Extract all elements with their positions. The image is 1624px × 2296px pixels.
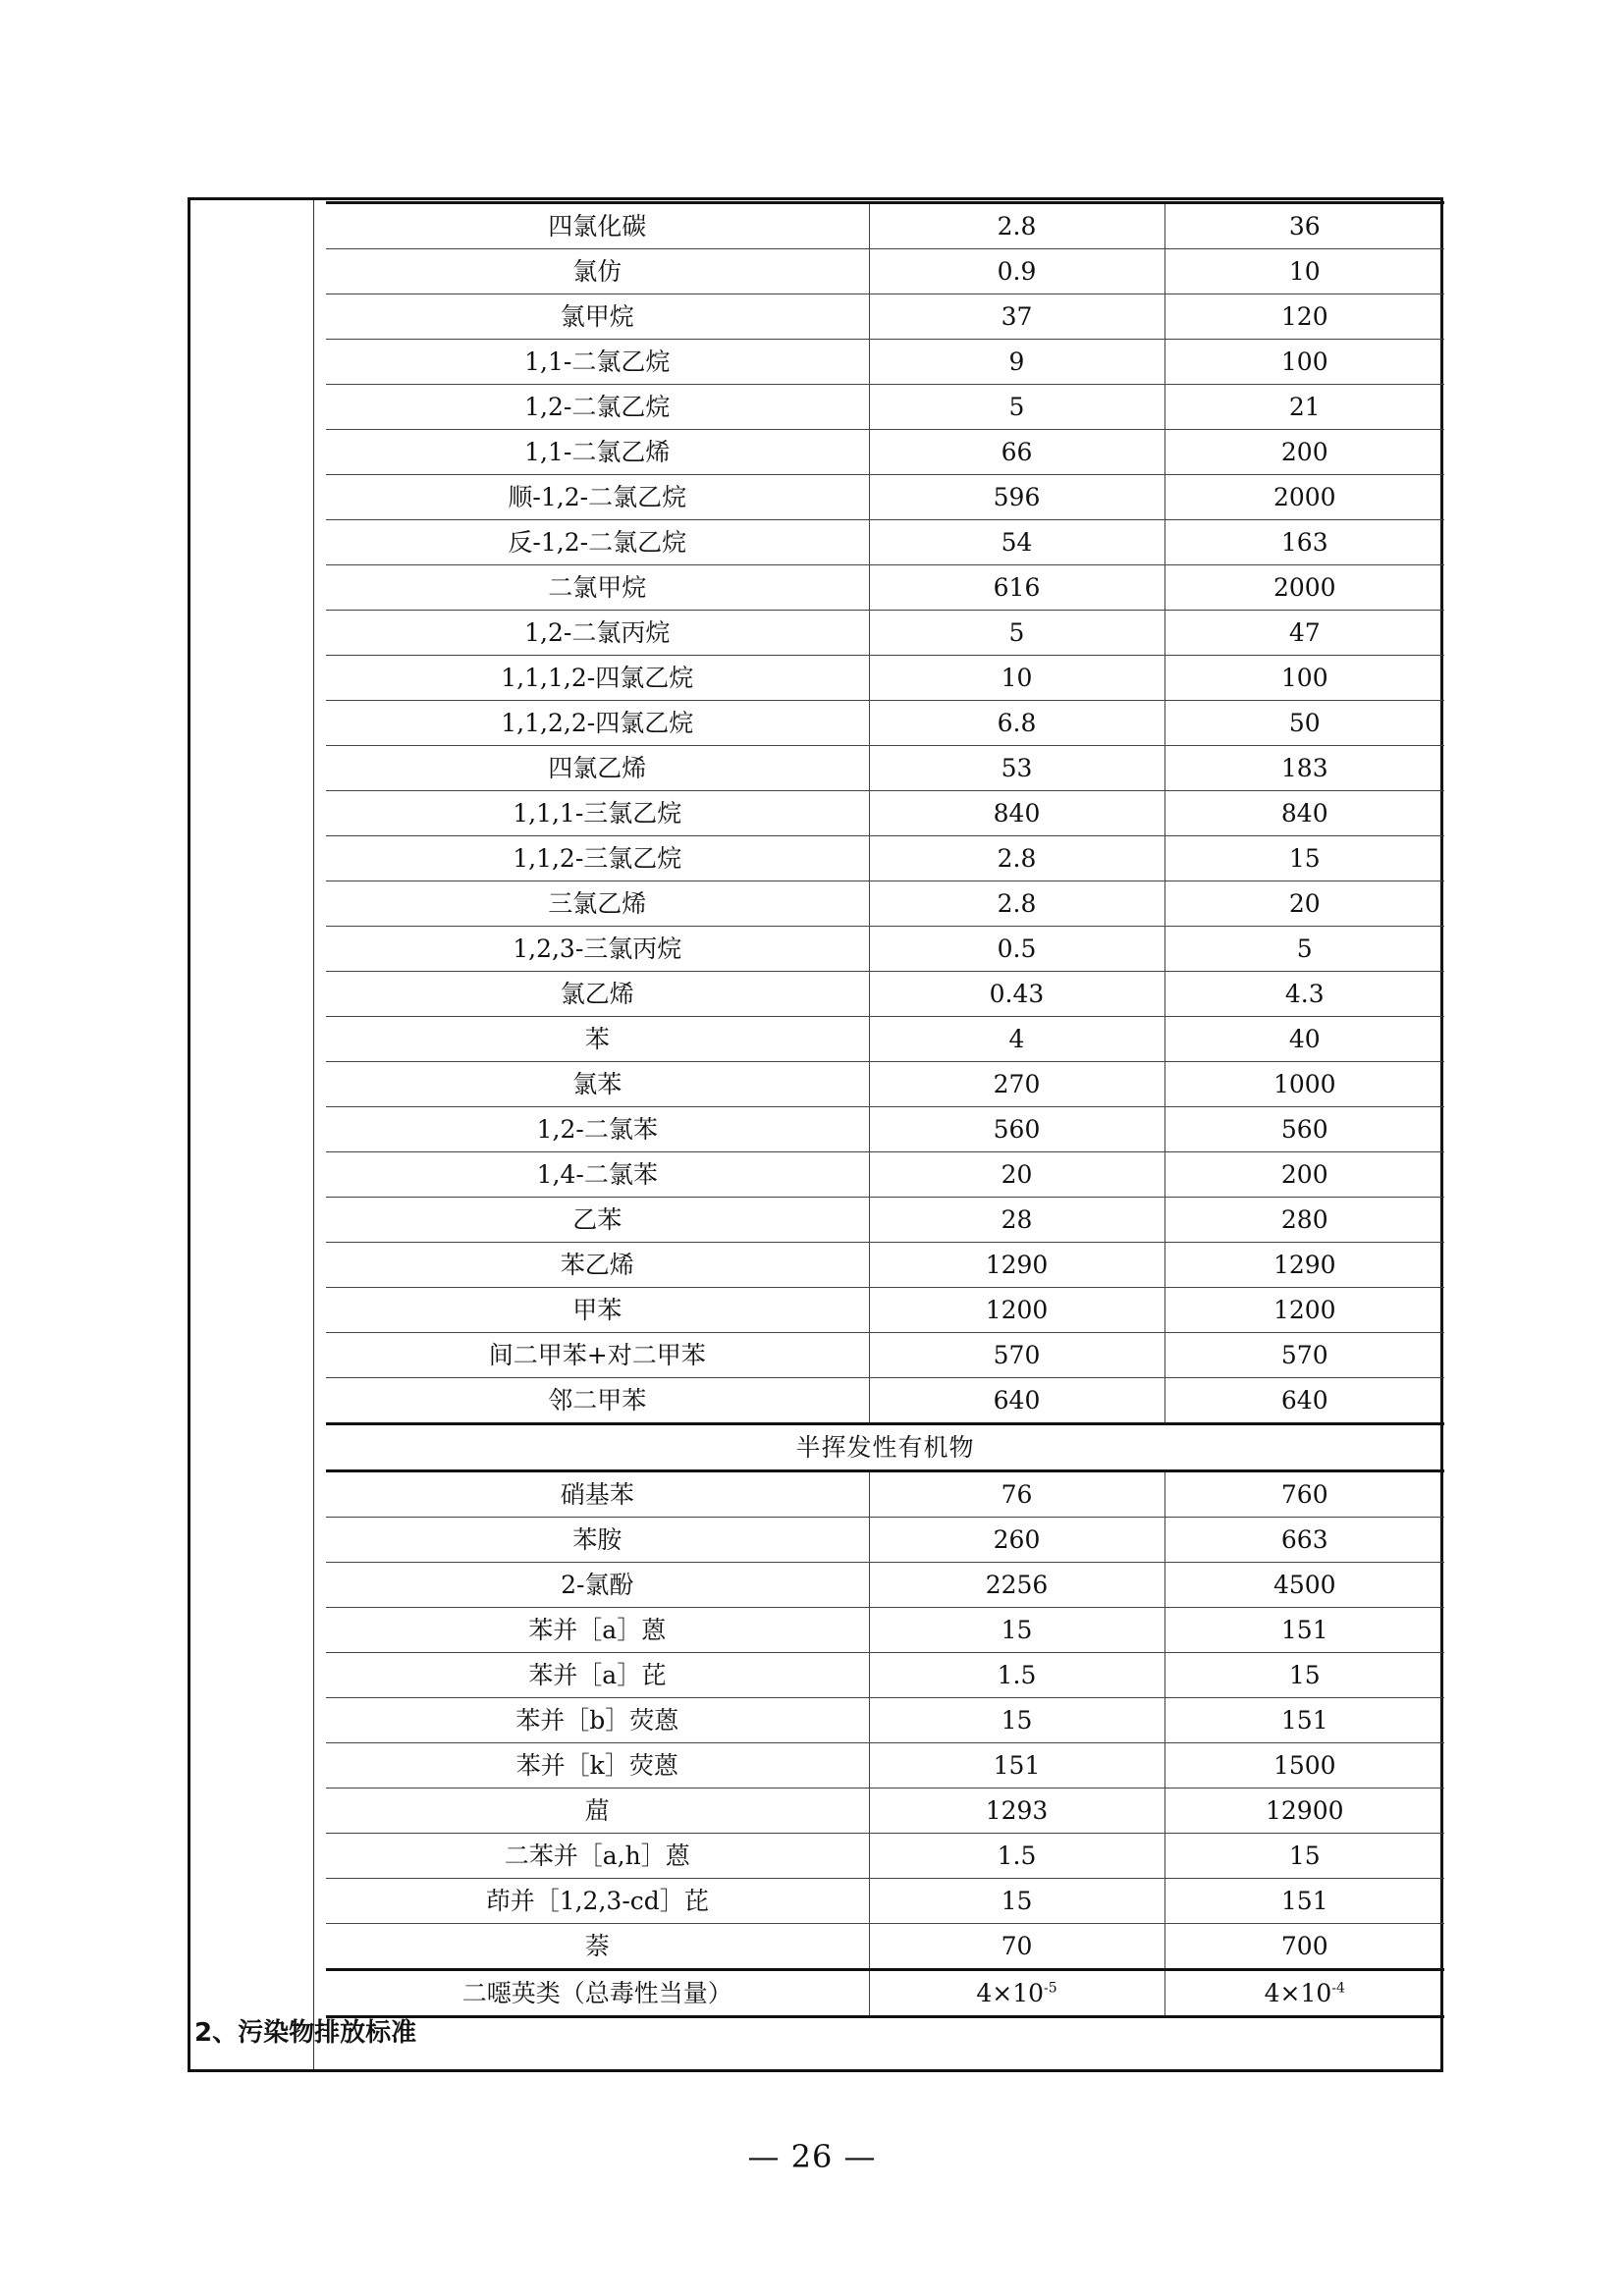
table-row: [326, 1471, 1444, 1518]
screening-value-1: 9: [869, 340, 1164, 385]
screening-value-2: 15: [1164, 1834, 1444, 1879]
screening-value-1: 596: [869, 475, 1164, 520]
screening-value-2: 15: [1164, 1653, 1444, 1698]
table-row: [326, 1924, 1444, 1970]
semivolatile-organics-rows: [326, 1471, 1444, 1970]
screening-value-1: 15: [869, 1698, 1164, 1743]
page-number: — 26 —: [747, 2138, 877, 2175]
table-row: [326, 1653, 1444, 1698]
screening-value-1: 616: [869, 565, 1164, 611]
table-row: [326, 1743, 1444, 1789]
table-row: [326, 385, 1444, 430]
screening-value-2: 1000: [1164, 1062, 1444, 1107]
table-row: [326, 1789, 1444, 1834]
screening-value-2: 4500: [1164, 1563, 1444, 1608]
substance-name: 1,1,2-三氯乙烷: [326, 836, 869, 881]
table-row: [326, 249, 1444, 294]
semivolatile-section: [326, 1424, 1444, 1471]
screening-value-2: 2000: [1164, 475, 1444, 520]
substance-name: 甲苯: [326, 1288, 869, 1333]
screening-value-1: 76: [869, 1471, 1164, 1518]
substance-name: 苯乙烯: [326, 1243, 869, 1288]
screening-value-1: 0.9: [869, 249, 1164, 294]
substance-name: 1,1-二氯乙烯: [326, 430, 869, 475]
substance-name: 萘: [326, 1924, 869, 1970]
screening-value-2: 151: [1164, 1608, 1444, 1653]
screening-value-2: 36: [1164, 203, 1444, 249]
table-row: [326, 927, 1444, 972]
table-row: [326, 746, 1444, 791]
table-row: [326, 340, 1444, 385]
page-frame: [188, 197, 1443, 2072]
dioxin-section: [326, 1970, 1444, 2017]
screening-value-1: 5: [869, 385, 1164, 430]
screening-value-1: 54: [869, 520, 1164, 565]
screening-value-1: 840: [869, 791, 1164, 836]
substance-name: 1,2-二氯乙烷: [326, 385, 869, 430]
screening-value-1: 70: [869, 1924, 1164, 1970]
screening-value-2: 47: [1164, 611, 1444, 656]
table-row: [326, 1152, 1444, 1198]
substance-name: 氯甲烷: [326, 294, 869, 340]
volatile-organics-rows: [326, 203, 1444, 1424]
substance-name: 氯仿: [326, 249, 869, 294]
screening-value-1: 0.5: [869, 927, 1164, 972]
screening-value-1: 1.5: [869, 1653, 1164, 1698]
table-row: [326, 1518, 1444, 1563]
substance-name: 三氯乙烯: [326, 881, 869, 927]
table-row-dioxins: [326, 1970, 1444, 2017]
value-exponent: -4: [1331, 1980, 1345, 1997]
screening-value-1: [869, 1970, 1164, 2017]
screening-value-1: 2256: [869, 1563, 1164, 1608]
screening-value-2: 570: [1164, 1333, 1444, 1378]
screening-value-1: 2.8: [869, 836, 1164, 881]
substance-name: 1,2,3-三氯丙烷: [326, 927, 869, 972]
substance-name: 二氯甲烷: [326, 565, 869, 611]
screening-value-2: [1164, 1970, 1444, 2017]
screening-value-1: 0.43: [869, 972, 1164, 1017]
substance-name: 顺-1,2-二氯乙烷: [326, 475, 869, 520]
table-row: [326, 1563, 1444, 1608]
screening-value-2: 50: [1164, 701, 1444, 746]
screening-value-2: 1500: [1164, 1743, 1444, 1789]
substance-name: 邻二甲苯: [326, 1378, 869, 1424]
screening-value-2: 700: [1164, 1924, 1444, 1970]
screening-value-1: 2.8: [869, 881, 1164, 927]
screening-value-2: 663: [1164, 1518, 1444, 1563]
screening-value-2: 151: [1164, 1698, 1444, 1743]
screening-value-2: 1200: [1164, 1288, 1444, 1333]
section-title: 半挥发性有机物: [326, 1424, 1444, 1471]
screening-value-2: 560: [1164, 1107, 1444, 1152]
screening-value-1: 1.5: [869, 1834, 1164, 1879]
screening-value-1: 570: [869, 1333, 1164, 1378]
substance-name: 1,2-二氯丙烷: [326, 611, 869, 656]
substance-name: 反-1,2-二氯乙烷: [326, 520, 869, 565]
substance-name: 1,4-二氯苯: [326, 1152, 869, 1198]
screening-value-1: 640: [869, 1378, 1164, 1424]
screening-value-2: 21: [1164, 385, 1444, 430]
substance-name: 氯乙烯: [326, 972, 869, 1017]
substance-name: 氯苯: [326, 1062, 869, 1107]
substance-name: 1,1,1,2-四氯乙烷: [326, 656, 869, 701]
screening-value-1: 151: [869, 1743, 1164, 1789]
substance-name: 乙苯: [326, 1198, 869, 1243]
table-row: [326, 1243, 1444, 1288]
table-row: [326, 1879, 1444, 1924]
table-row: [326, 791, 1444, 836]
table-row: [326, 1333, 1444, 1378]
substance-name: 茚并［1,2,3-cd］芘: [326, 1879, 869, 1924]
screening-value-2: 163: [1164, 520, 1444, 565]
substance-name: 苯胺: [326, 1518, 869, 1563]
substance-name: 间二甲苯+对二甲苯: [326, 1333, 869, 1378]
table-row: [326, 611, 1444, 656]
value-base: 4×10: [1264, 1979, 1332, 2007]
screening-value-2: 5: [1164, 927, 1444, 972]
substance-name: 二噁英类（总毒性当量）: [326, 1970, 869, 2017]
screening-value-2: 15: [1164, 836, 1444, 881]
screening-value-2: 183: [1164, 746, 1444, 791]
table-row: [326, 836, 1444, 881]
screening-value-1: 560: [869, 1107, 1164, 1152]
substance-name: 苯并［b］荧蒽: [326, 1698, 869, 1743]
table-row: [326, 520, 1444, 565]
table-row: [326, 1288, 1444, 1333]
screening-value-1: 270: [869, 1062, 1164, 1107]
substance-name: 1,1,1-三氯乙烷: [326, 791, 869, 836]
table-row: [326, 1107, 1444, 1152]
table-row: [326, 475, 1444, 520]
screening-value-1: 10: [869, 656, 1164, 701]
table-row: [326, 294, 1444, 340]
substance-name: 1,2-二氯苯: [326, 1107, 869, 1152]
substance-name: 1,1,2,2-四氯乙烷: [326, 701, 869, 746]
screening-value-1: 1290: [869, 1243, 1164, 1288]
screening-value-2: 10: [1164, 249, 1444, 294]
screening-value-1: 15: [869, 1879, 1164, 1924]
substance-name: 䓛: [326, 1789, 869, 1834]
screening-value-1: 5: [869, 611, 1164, 656]
substance-name: 二苯并［a,h］蒽: [326, 1834, 869, 1879]
screening-value-2: 4.3: [1164, 972, 1444, 1017]
table-row: [326, 430, 1444, 475]
screening-value-2: 280: [1164, 1198, 1444, 1243]
table-row: [326, 701, 1444, 746]
table-row: [326, 1608, 1444, 1653]
screening-value-2: 1290: [1164, 1243, 1444, 1288]
table-row: [326, 203, 1444, 249]
table-row: [326, 1017, 1444, 1062]
substance-name: 苯: [326, 1017, 869, 1062]
screening-value-2: 40: [1164, 1017, 1444, 1062]
screening-value-1: 2.8: [869, 203, 1164, 249]
substance-name: 苯并［a］芘: [326, 1653, 869, 1698]
screening-value-1: 20: [869, 1152, 1164, 1198]
screening-value-1: 1200: [869, 1288, 1164, 1333]
substance-name: 1,1-二氯乙烷: [326, 340, 869, 385]
substance-name: 苯并［k］荧蒽: [326, 1743, 869, 1789]
substance-name: 四氯化碳: [326, 203, 869, 249]
section-subheading: 2、污染物排放标准: [194, 2018, 417, 2048]
screening-value-2: 100: [1164, 340, 1444, 385]
screening-value-1: 260: [869, 1518, 1164, 1563]
table-row: [326, 1198, 1444, 1243]
screening-value-1: 6.8: [869, 701, 1164, 746]
substance-name: 2-氯酚: [326, 1563, 869, 1608]
table-row: [326, 1834, 1444, 1879]
screening-value-2: 151: [1164, 1879, 1444, 1924]
table-row: [326, 1698, 1444, 1743]
screening-value-2: 200: [1164, 430, 1444, 475]
substance-name: 四氯乙烯: [326, 746, 869, 791]
screening-value-1: 37: [869, 294, 1164, 340]
screening-value-2: 100: [1164, 656, 1444, 701]
screening-value-1: 4: [869, 1017, 1164, 1062]
screening-value-2: 760: [1164, 1471, 1444, 1518]
screening-value-2: 2000: [1164, 565, 1444, 611]
screening-value-2: 12900: [1164, 1789, 1444, 1834]
screening-value-2: 640: [1164, 1378, 1444, 1424]
table-row: [326, 565, 1444, 611]
left-category-column: [190, 200, 314, 2069]
table-row: [326, 1378, 1444, 1424]
table-row: [326, 881, 1444, 927]
screening-value-1: 53: [869, 746, 1164, 791]
value-exponent: -5: [1044, 1980, 1057, 1997]
screening-value-2: 200: [1164, 1152, 1444, 1198]
table-row: [326, 972, 1444, 1017]
table-row: [326, 1062, 1444, 1107]
value-base: 4×10: [976, 1979, 1045, 2007]
substance-name: 苯并［a］蒽: [326, 1608, 869, 1653]
screening-value-1: 66: [869, 430, 1164, 475]
substance-name: 硝基苯: [326, 1471, 869, 1518]
table-row: [326, 656, 1444, 701]
soil-screening-values-table: [326, 201, 1444, 2018]
screening-value-2: 120: [1164, 294, 1444, 340]
screening-value-1: 28: [869, 1198, 1164, 1243]
section-row: [326, 1424, 1444, 1471]
screening-value-1: 15: [869, 1608, 1164, 1653]
screening-value-2: 20: [1164, 881, 1444, 927]
screening-value-2: 840: [1164, 791, 1444, 836]
screening-value-1: 1293: [869, 1789, 1164, 1834]
